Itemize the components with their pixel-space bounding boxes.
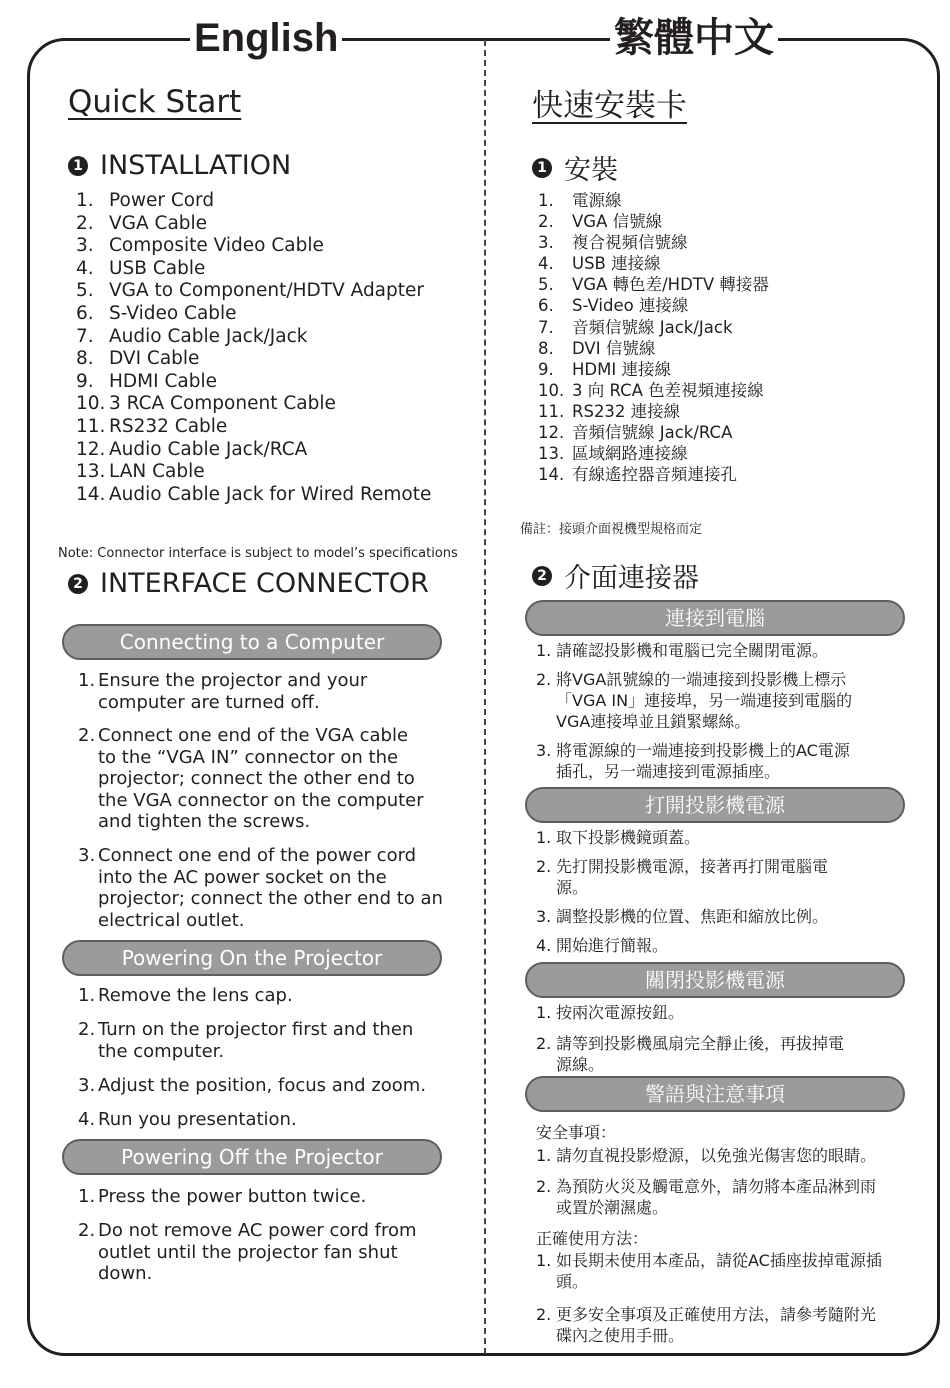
item-label: 複合視頻信號線 (572, 233, 688, 253)
item-number: 4. (76, 257, 94, 279)
step-text (556, 740, 850, 782)
column-divider (484, 40, 486, 1354)
step-line: 先打開投影機電源，接著再打開電腦電 (556, 857, 829, 876)
step-line: Remove the lens cap. (98, 985, 293, 1006)
step-line: 插孔，另一端連接到電源插座。 (556, 762, 781, 781)
item-number: 10. (76, 393, 106, 415)
warnings-banner-zh: 警語與注意事項 (525, 1076, 905, 1112)
item-number: 9. (538, 359, 554, 379)
item-label: S-Video Cable (109, 302, 237, 324)
powering-on-steps-zh (536, 827, 906, 956)
step-number: 1. (78, 670, 96, 691)
item-label: USB Cable (109, 257, 206, 279)
step-line: 「VGA IN」連接埠，另一端連接到電腦的 (556, 691, 853, 710)
item-number: 6. (76, 302, 94, 324)
step-line: projector; connect the other end to (98, 768, 415, 789)
step-text (556, 1176, 876, 1218)
item-number: 4. (538, 254, 554, 274)
item-label: VGA to Component/HDTV Adapter (109, 280, 425, 302)
section-number-badge: 1 (532, 158, 552, 178)
step-line: Press the power button twice. (98, 1186, 367, 1207)
installation-item (76, 303, 431, 326)
item-number: 13. (538, 444, 565, 464)
step-text (556, 1250, 882, 1292)
item-number: 12. (76, 438, 106, 460)
step-text (556, 1033, 844, 1075)
interface-heading-text: INTERFACE CONNECTOR (100, 568, 429, 599)
installation-item (76, 439, 431, 462)
step-number: 3. (78, 1075, 96, 1096)
item-label: Audio Cable Jack/Jack (109, 325, 308, 347)
step-number: 2. (78, 1019, 96, 1040)
step-line: 調整投影機的位置、焦距和縮放比例。 (556, 907, 829, 926)
section-number-badge: 1 (68, 156, 88, 176)
step-line: 將VGA訊號線的一端連接到投影機上標示 (556, 670, 847, 689)
step-line: to the “VGA IN” connector on the (98, 746, 399, 768)
item-number: 7. (538, 317, 554, 337)
item-label: LAN Cable (109, 461, 205, 483)
step-line: 開始進行簡報。 (556, 936, 669, 955)
step-item (536, 827, 906, 848)
installation-item (76, 416, 431, 439)
installation-item (76, 258, 431, 281)
step-item (536, 1002, 906, 1023)
installation-item (538, 253, 769, 274)
english-header: English (190, 12, 342, 64)
step-number: 2. (536, 1177, 552, 1196)
installation-item (538, 401, 769, 422)
step-number: 1. (78, 1186, 96, 1207)
step-text (98, 1019, 413, 1062)
powering-off-steps-zh (536, 1002, 906, 1075)
installation-item (76, 393, 431, 416)
step-line: 或置於潮濕處。 (556, 1198, 669, 1217)
step-number: 2. (78, 725, 96, 746)
item-label: RS232 連接線 (572, 401, 681, 421)
step-number: 2. (536, 857, 552, 876)
installation-item (538, 232, 769, 253)
step-line: VGA連接埠並且鎖緊螺絲。 (556, 712, 751, 731)
step-line: Connect one end of the VGA cable (98, 725, 409, 746)
step-item (536, 906, 906, 927)
step-line: 頭。 (556, 1272, 589, 1291)
item-label: VGA 轉色差/HDTV 轉接器 (572, 275, 769, 295)
installation-item (76, 280, 431, 303)
item-number: 1. (76, 190, 94, 211)
section-number-badge: 2 (532, 566, 552, 586)
interface-heading-zh (532, 556, 699, 595)
step-number: 1. (536, 1003, 552, 1022)
step-item (78, 985, 293, 1007)
step-text (556, 1145, 876, 1166)
installation-item (538, 295, 769, 316)
item-number: 7. (76, 325, 94, 347)
step-text (98, 670, 367, 713)
item-label: 3 向 RCA 色差視頻連接線 (572, 380, 764, 400)
installation-item (76, 484, 431, 507)
installation-item (76, 190, 431, 213)
installation-item (76, 326, 431, 349)
step-item (78, 670, 367, 713)
step-line: 源。 (556, 878, 589, 897)
item-label: 區域網路連接線 (572, 444, 688, 464)
step-line: Do not remove AC power cord from (98, 1220, 417, 1241)
step-line: 更多安全事項及正確使用方法，請參考隨附光 (556, 1305, 877, 1324)
step-item (536, 1250, 906, 1292)
installation-item (538, 359, 769, 380)
step-line: 源線。 (556, 1055, 605, 1074)
item-number: 10. (538, 380, 565, 400)
step-number: 1. (536, 1251, 552, 1270)
step-line: 碟內之使用手冊。 (556, 1326, 685, 1345)
quick-start-title: Quick Start (68, 84, 242, 120)
item-label: Audio Cable Jack for Wired Remote (109, 483, 432, 505)
item-number: 8. (76, 348, 94, 370)
step-number: 1. (536, 828, 552, 847)
step-line: projector; connect the other end to an (98, 888, 443, 909)
usage-label-zh: 正確使用方法： (536, 1229, 649, 1248)
interface-heading-text-zh: 介面連接器 (564, 563, 699, 594)
step-number: 4. (536, 936, 552, 955)
item-number: 11. (538, 401, 565, 421)
step-text (98, 985, 293, 1007)
powering-on-banner-zh: 打開投影機電源 (525, 787, 905, 823)
step-line: down. (98, 1263, 153, 1284)
step-number: 2. (536, 670, 552, 689)
installation-heading (68, 150, 291, 181)
step-text (556, 906, 828, 927)
item-label: VGA 信號線 (572, 212, 663, 232)
step-text (556, 1002, 684, 1023)
item-label: VGA Cable (109, 212, 208, 234)
quick-start-title-zh: 快速安裝卡 (532, 88, 687, 124)
step-text (556, 1304, 876, 1346)
step-number: 2. (78, 1220, 96, 1241)
step-item (78, 1186, 366, 1208)
step-line: Connect one end of the power cord (98, 845, 417, 866)
section-number-badge: 2 (68, 574, 88, 594)
step-item (536, 1304, 906, 1346)
step-text (556, 640, 828, 661)
step-number: 3. (536, 741, 552, 760)
step-line: 取下投影機鏡頭蓋。 (556, 828, 701, 847)
step-item (536, 856, 906, 898)
step-line: 如長期未使用本產品，請從AC插座拔掉電源插 (556, 1251, 882, 1270)
safety-list-zh (536, 1145, 906, 1218)
step-item (78, 1075, 426, 1097)
step-line: 將電源線的一端連接到投影機上的AC電源 (556, 741, 850, 760)
item-number: 2. (538, 212, 554, 232)
item-number: 11. (76, 415, 106, 437)
powering-off-banner: Powering Off the Projector (62, 1139, 442, 1175)
powering-off-banner-zh: 關閉投影機電源 (525, 962, 905, 998)
item-label: 電源線 (572, 191, 622, 210)
item-label: 有線遙控器音頻連接孔 (572, 465, 737, 485)
safety-label-zh: 安全事項： (536, 1123, 617, 1142)
chinese-header: 繁體中文 (610, 12, 778, 64)
step-line: 請等到投影機風扇完全靜止後，再拔掉電 (556, 1034, 845, 1053)
installation-item (538, 464, 769, 485)
item-label: Composite Video Cable (109, 235, 324, 257)
step-line: 請確認投影機和電腦已完全關閉電源。 (556, 641, 829, 660)
powering-on-banner: Powering On the Projector (62, 940, 442, 976)
step-line: Ensure the projector and your (98, 670, 368, 691)
step-item (78, 1109, 297, 1131)
connecting-steps-zh (536, 640, 906, 782)
connector-note: Note: Connector interface is subject to model’s specifications (58, 546, 458, 561)
item-label: HDMI 連接線 (572, 359, 671, 379)
step-item (536, 935, 906, 956)
step-number: 2. (536, 1305, 552, 1324)
installation-item (538, 190, 769, 211)
installation-item (538, 338, 769, 359)
connecting-computer-banner: Connecting to a Computer (62, 624, 442, 660)
step-text (556, 827, 700, 848)
step-line: Turn on the projector first and then (98, 1019, 414, 1040)
installation-heading-text-zh: 安裝 (564, 155, 618, 186)
item-label: S-Video 連接線 (572, 296, 689, 316)
usage-list-zh (536, 1250, 906, 1346)
item-number: 12. (538, 423, 565, 443)
installation-item (538, 317, 769, 338)
step-item (78, 725, 424, 833)
step-line: 請勿直視投影燈源，以免強光傷害您的眼睛。 (556, 1146, 877, 1165)
step-line: outlet until the projector fan shut (98, 1241, 398, 1263)
step-number: 2. (536, 1034, 552, 1053)
item-number: 13. (76, 461, 106, 483)
item-number: 2. (76, 212, 94, 234)
installation-item (76, 348, 431, 371)
item-number: 3. (538, 233, 554, 253)
step-item (536, 1176, 906, 1218)
item-number: 14. (76, 483, 106, 505)
installation-item (538, 380, 769, 401)
step-text (98, 725, 424, 833)
step-text (98, 1109, 297, 1131)
installation-item (538, 211, 769, 232)
step-number: 3. (536, 907, 552, 926)
item-number: 5. (538, 275, 554, 295)
installation-item (76, 371, 431, 394)
item-label: USB 連接線 (572, 254, 661, 274)
step-line: Run you presentation. (98, 1109, 297, 1130)
step-line: 按兩次電源按鈕。 (556, 1003, 685, 1022)
item-label: DVI 信號線 (572, 338, 656, 358)
step-number: 1. (78, 985, 96, 1006)
step-line: Adjust the position, focus and zoom. (98, 1075, 427, 1096)
installation-item (76, 213, 431, 236)
step-text (556, 935, 668, 956)
item-number: 14. (538, 465, 565, 485)
installation-list-zh (538, 190, 769, 485)
installation-item (538, 274, 769, 295)
step-text (556, 856, 828, 898)
interface-heading (68, 568, 429, 599)
step-text (98, 1075, 426, 1097)
item-label: HDMI Cable (109, 370, 217, 392)
installation-heading-zh (532, 148, 618, 187)
step-line: the VGA connector on the computer (98, 789, 424, 811)
step-line: computer are turned off. (98, 691, 320, 713)
installation-heading-text: INSTALLATION (100, 150, 292, 181)
installation-item (538, 422, 769, 443)
step-item (536, 1145, 906, 1166)
step-text (98, 845, 443, 931)
step-line: and tighten the screws. (98, 811, 311, 832)
item-label: DVI Cable (109, 348, 200, 370)
step-line: into the AC power socket on the (98, 866, 387, 888)
step-text (98, 1220, 417, 1285)
step-line: the computer. (98, 1040, 225, 1062)
item-number: 8. (538, 338, 554, 358)
item-label: Audio Cable Jack/RCA (109, 438, 308, 460)
step-item (536, 1033, 906, 1075)
step-text (98, 1186, 366, 1208)
item-number: 6. (538, 296, 554, 316)
item-number: 1. (538, 191, 554, 210)
step-number: 3. (78, 845, 96, 866)
step-number: 1. (536, 641, 552, 660)
step-item (78, 1220, 417, 1285)
item-label: 音頻信號線 Jack/RCA (572, 423, 733, 443)
installation-list (76, 190, 431, 506)
connecting-computer-banner-zh: 連接到電腦 (525, 600, 905, 636)
step-item (536, 740, 906, 782)
installation-item (76, 461, 431, 484)
step-item (78, 845, 443, 931)
connector-note-zh: 備註：接頭介面視機型規格而定 (520, 522, 703, 537)
step-number: 1. (536, 1146, 552, 1165)
step-line: 為預防火災及觸電意外，請勿將本產品淋到雨 (556, 1177, 877, 1196)
step-line: electrical outlet. (98, 909, 245, 931)
step-item (536, 669, 906, 732)
item-label: 3 RCA Component Cable (109, 393, 336, 415)
step-number: 4. (78, 1109, 96, 1130)
installation-item (76, 235, 431, 258)
item-label: 音頻信號線 Jack/Jack (572, 317, 733, 337)
item-label: RS232 Cable (109, 415, 228, 437)
item-number: 5. (76, 280, 94, 302)
item-number: 9. (76, 370, 94, 392)
step-text (556, 669, 852, 732)
item-label: Power Cord (109, 190, 215, 211)
step-item (536, 640, 906, 661)
step-item (78, 1019, 413, 1062)
item-number: 3. (76, 235, 94, 257)
installation-item (538, 443, 769, 464)
